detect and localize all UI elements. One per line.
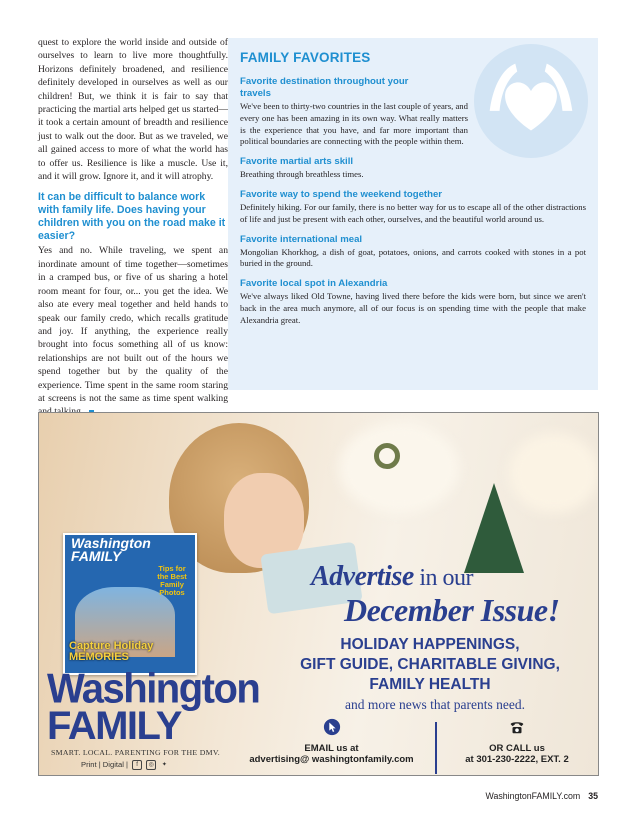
email-label: EMAIL us at (304, 743, 359, 754)
ad-contact-row (229, 718, 599, 776)
favorite-text: Definitely hiking. For our family, there is no better way for us to escape all of the other distractions of life and just be present with each other, ourselves, and the beautiful world around us. (240, 201, 586, 224)
footer-site-link[interactable]: WashingtonFAMILY.com (485, 791, 581, 801)
answer-text: Yes and no. While traveling, we spent an inordinate amount of time together—sometimes in a cramped bus, or five of us sharing a hotel room meant for four, or... you get the idea. We also ate every meal together and held hands to speak our family credo, which recalls gratitude and joy. If anything, the experience really brought into focus something all of us know: relationships are not built out of the hours we spend together but by the quality of the experience. Time spent in the same room staring at screens is not the same as time spent walking (38, 245, 228, 404)
ad-headline-advertise: Advertise (311, 561, 414, 592)
favorite-heading: Favorite martial arts skill (240, 156, 354, 168)
instagram-icon[interactable]: ◎ (146, 760, 156, 770)
article-question-heading: It can be difficult to balance work with family life. Does having your children with you on the road make it easier? (38, 191, 226, 243)
email-contact (229, 718, 434, 765)
article-answer-paragraph (38, 244, 228, 418)
print-digital-label: Print | Digital | (81, 760, 128, 769)
sidebar-title: FAMILY FAVORITES (240, 50, 371, 65)
favorite-heading: Favorite local spot in Alexandria (240, 278, 388, 290)
phone-contact (447, 718, 587, 765)
ad-topic-line: FAMILY HEALTH (369, 676, 491, 693)
wreath-decoration (374, 443, 400, 469)
ad-topic-line: HOLIDAY HAPPENINGS, (340, 636, 520, 653)
ad-headline-in-our: in our (413, 565, 473, 591)
ad-topic-line: GIFT GUIDE, CHARITABLE GIVING, (300, 656, 560, 673)
social-links (81, 760, 168, 770)
favorite-text: We've been to thirty-two countries in the last couple of years, and every one has been amazing in its own way. What really matters is the experience that you have, and far more important than political boundaries are connecting with the people within them. (240, 101, 468, 147)
email-address-link[interactable]: advertising@ washingtonfamily.com (249, 754, 414, 765)
brand-tagline: SMART. LOCAL. PARENTING FOR THE DMV. (51, 748, 221, 757)
page-footer (486, 791, 599, 801)
magazine-cover-capture: Capture Holiday MEMORIES (69, 640, 154, 663)
ad-headline-line1 (311, 561, 473, 593)
contact-divider (435, 722, 437, 774)
magazine-cover-title: Washington FAMILY (71, 535, 151, 564)
email-click-icon (323, 718, 341, 736)
ad-headline-december: December Issue! (344, 592, 560, 628)
magazine-cover-tag: Tips for the Best Family Photos (157, 564, 187, 597)
washington-family-logo-line1: Washington (47, 665, 260, 713)
twitter-icon[interactable]: ✦ (161, 762, 167, 768)
article-column (38, 36, 228, 419)
favorite-text: We've always liked Old Towne, having lived there before the kids were born, but since we aren't back in the area much anymore, all of our focus is on spending time with the people that make Alexandria great. (240, 291, 586, 325)
phone-number-link[interactable]: at 301-230-2222, EXT. 2 (465, 754, 569, 765)
favorite-text: Mongolian Khorkhog, a dish of goat, potatoes, onions, and carrots cooked with stones in a pot buried in the ground. (240, 246, 586, 269)
favorite-heading: Favorite way to spend the weekend together (240, 188, 443, 200)
washington-family-logo-line2: FAMILY (47, 704, 181, 748)
call-label: OR CALL us (489, 743, 545, 754)
ad-more-news: and more news that parents need. (345, 697, 525, 712)
telephone-icon (508, 718, 526, 736)
page-number: 35 (588, 791, 598, 801)
favorite-text: Breathing through breathless times. (240, 169, 364, 180)
family-favorites-sidebar (228, 38, 598, 390)
december-issue-advertisement (38, 412, 599, 776)
ad-topics (265, 635, 595, 695)
favorite-heading: Favorite destination throughout your travels (240, 76, 409, 99)
facebook-icon[interactable]: f (132, 760, 142, 770)
christmas-tree-decoration (464, 483, 524, 573)
magazine-cover-image (63, 533, 197, 675)
favorite-heading: Favorite international meal (240, 233, 363, 245)
article-intro-paragraph: quest to explore the world inside and outside of ourselves to learn to live more thoughtfully. Horizons definitely broadened, and resilience definitely developed in ourselves as well as our children! But, we think it is fair to say that practicing the martial arts helped get us started—it took a certain amount of breadth and resilience just to walk out the door. But as we traveled, we all gained access to more of what the world has to offer us. Resilience is like a muscle. Use it, and it will grow. Ignore it, and it will atrophy. (38, 37, 228, 183)
hands-heart-icon (472, 42, 590, 160)
